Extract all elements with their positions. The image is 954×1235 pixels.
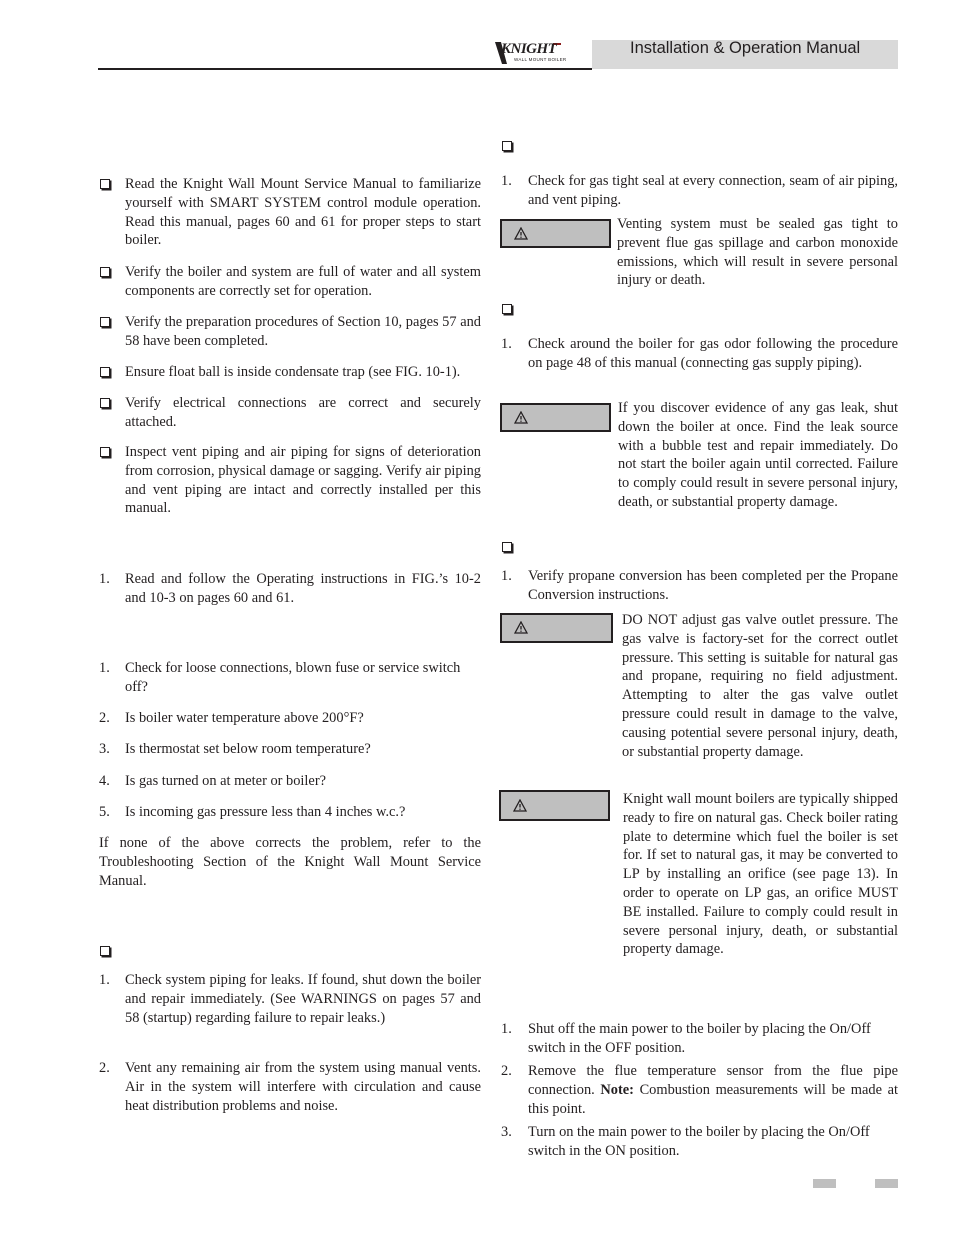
combustion-step-text: Combustion measurements will be made at this point. bbox=[528, 1081, 898, 1117]
checklist-item: Verify the boiler and system are full of water and all system components are correctly set for operation. bbox=[125, 264, 481, 299]
vent-check-step: Check for gas tight seal at every connection, seam of air piping, and vent piping. bbox=[528, 173, 898, 208]
troubleshooting-step: Is boiler water temperature above 200°F? bbox=[125, 710, 364, 726]
propane-check-step: Verify propane conversion has been completed per the Propane Conversion instructions. bbox=[528, 568, 898, 603]
propane-warning-text: DO NOT adjust gas valve outlet pressure. The gas valve is factory-set for the correct outlet pressure. This setting is suitable for natural gas and propane, requiring no field adjustment. Attempting to alter the gas valve outlet pressure could result in damage to the valve, causing potential severe personal injury, death, or substantial property damage. bbox=[622, 612, 898, 760]
troubleshooting-step: Is incoming gas pressure less than 4 inches w.c.? bbox=[125, 804, 406, 820]
troubleshooting-step: Is gas turned on at meter or boiler? bbox=[125, 773, 326, 789]
gas-warning-text: If you discover evidence of any gas leak, shut down the boiler at once. Find the leak source with a bubble test and repair immediately. Do not start the boiler again until corrected. Failure to comply could result in severe personal injury, death, or substantial property damage. bbox=[618, 400, 898, 510]
warning-triangle-icon bbox=[514, 227, 528, 240]
step-number: 3. bbox=[501, 1124, 512, 1140]
step-number: 1. bbox=[501, 336, 512, 352]
step-number: 1. bbox=[501, 568, 512, 584]
warning-label-box bbox=[499, 790, 610, 821]
gas-check-step: Check around the boiler for gas odor following the procedure on page 48 of this manual (connecting gas supply piping). bbox=[528, 336, 898, 371]
combustion-step: Turn on the main power to the boiler by placing the On/Off switch in the ON position. bbox=[528, 1124, 870, 1159]
header-rule bbox=[98, 68, 592, 70]
step-number: 1. bbox=[99, 660, 110, 676]
combustion-step bbox=[528, 1062, 898, 1118]
checkbox-icon bbox=[100, 398, 110, 408]
system-check-step: Vent any remaining air from the system using manual vents. Air in the system will interfere with circulation and cause heat distribution problems and noise. bbox=[125, 1060, 481, 1114]
manual-title: Installation & Operation Manual bbox=[630, 39, 861, 57]
knight-logo bbox=[493, 40, 565, 67]
note-label: Note: bbox=[600, 1081, 634, 1098]
checklist-item: Verify electrical connections are correct and securely attached. bbox=[125, 395, 481, 430]
checkbox-icon bbox=[502, 304, 512, 314]
combustion-step: Shut off the main power to the boiler by placing the On/Off switch in the OFF position. bbox=[528, 1021, 871, 1056]
warning-triangle-icon bbox=[513, 799, 527, 812]
checklist-item: Ensure float ball is inside condensate trap (see FIG. 10-1). bbox=[125, 364, 461, 380]
system-check-step: Check system piping for leaks. If found, shut down the boiler and repair immediately. (See WARNINGS on pages 57 and 58 (startup) regarding failure to repair leaks.) bbox=[125, 972, 481, 1026]
step-number: 1. bbox=[99, 972, 110, 988]
warning-label-box bbox=[500, 403, 611, 432]
step-number: 4. bbox=[99, 773, 110, 789]
troubleshooting-note: If none of the above corrects the problem, refer to the Troubleshooting Section of the Knight Wall Mount Service Manual. bbox=[99, 835, 481, 889]
troubleshooting-step: Check for loose connections, blown fuse or service switch off? bbox=[125, 660, 461, 695]
operating-step: Read and follow the Operating instructions in FIG.’s 10-2 and 10-3 on pages 60 and 61. bbox=[125, 571, 481, 606]
warning-triangle-icon bbox=[514, 621, 528, 634]
logo-subtext: WALL MOUNT BOILER bbox=[514, 57, 567, 62]
footer-page-marker bbox=[875, 1179, 898, 1188]
step-number: 2. bbox=[99, 1060, 110, 1076]
checklist-item: Inspect vent piping and air piping for signs of deterioration from corrosion, physical damage or sagging. Verify air piping and vent piping are intact and correctly installed per this manual. bbox=[125, 444, 481, 517]
propane-warning-text: Knight wall mount boilers are typically shipped ready to fire on natural gas. Check boiler rating plate to determine which fuel the boiler is set for. If set to natural gas, it may be converted to LP by installing an orifice (see page 13). In order to operate on LP gas, an orifice MUST BE installed. Failure to comply could result in severe personal injury, death, or substantial property damage. bbox=[623, 791, 898, 958]
checkbox-icon bbox=[100, 946, 110, 956]
troubleshooting-step: Is thermostat set below room temperature? bbox=[125, 741, 371, 757]
step-number: 2. bbox=[99, 710, 110, 726]
checklist-item: Verify the preparation procedures of Section 10, pages 57 and 58 have been completed. bbox=[125, 314, 481, 349]
warning-triangle-icon bbox=[514, 411, 528, 424]
checkbox-icon bbox=[502, 542, 512, 552]
footer-page-marker bbox=[813, 1179, 836, 1188]
step-number: 1. bbox=[501, 1021, 512, 1037]
checkbox-icon bbox=[100, 367, 110, 377]
step-number: 5. bbox=[99, 804, 110, 820]
vent-warning-text: Venting system must be sealed gas tight to prevent flue gas spillage and carbon monoxide emissions, which will result in severe personal injury or death. bbox=[617, 216, 898, 289]
step-number: 1. bbox=[99, 571, 110, 587]
checkbox-icon bbox=[100, 267, 110, 277]
warning-label-box bbox=[500, 613, 613, 643]
checklist-item: Read the Knight Wall Mount Service Manual to familiarize yourself with SMART SYSTEM control module operation. Read this manual, pages 60 and 61 for proper steps to start boiler. bbox=[125, 176, 481, 249]
checkbox-icon bbox=[100, 179, 110, 189]
combustion-step-text: Remove the flue temperature sensor from the flue pipe connection. bbox=[528, 1063, 898, 1098]
checkbox-icon bbox=[100, 447, 110, 457]
warning-label-box bbox=[500, 219, 611, 248]
checkbox-icon bbox=[100, 317, 110, 327]
logo-text: KNIGHT bbox=[501, 41, 557, 57]
step-number: 1. bbox=[501, 173, 512, 189]
checkbox-icon bbox=[502, 141, 512, 151]
step-number: 2. bbox=[501, 1063, 512, 1079]
step-number: 3. bbox=[99, 741, 110, 757]
